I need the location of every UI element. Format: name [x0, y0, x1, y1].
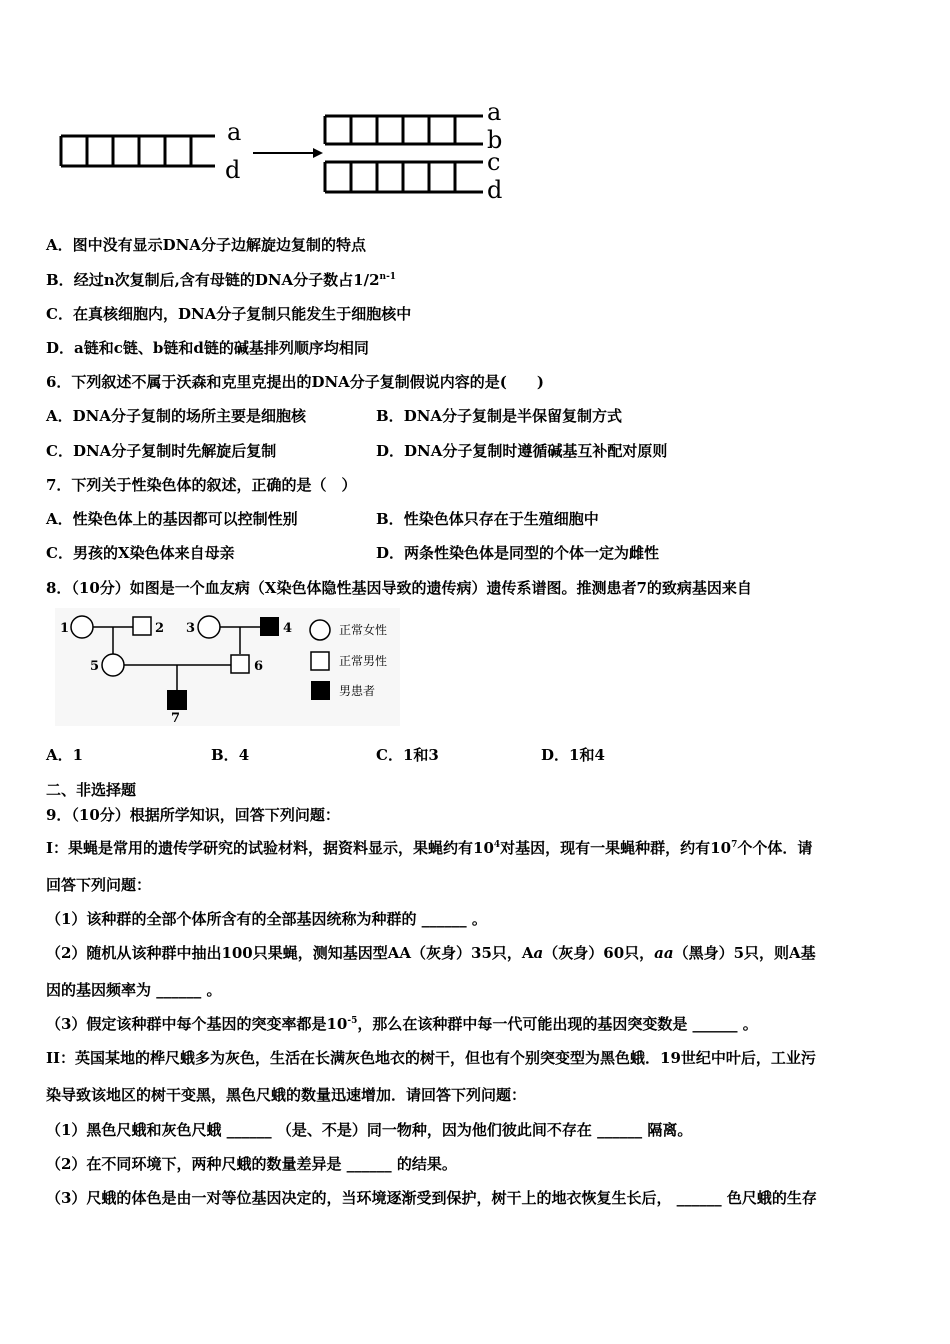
- legend-normal-female: 正常女性: [339, 623, 388, 637]
- q9-part2-s1: （1）黑色尺蛾和灰色尺蛾 ______ （是、不是）同一物种，因为他们彼此间不存在 ______ 隔离。: [46, 1121, 693, 1139]
- pedigree-chart: [55, 608, 400, 726]
- individual-3: [198, 616, 220, 638]
- number-3: 3: [186, 621, 196, 636]
- q5-option-b: B．经过n次复制后,含有母链的DNA分子数占1/2$^{n-1}$: [46, 271, 397, 289]
- individual-1: [71, 616, 93, 638]
- number-7: 7: [171, 711, 181, 726]
- section-heading: 二、非选择题: [46, 781, 137, 799]
- individual-7: [167, 690, 187, 710]
- legend-male-patient-icon: [311, 681, 330, 700]
- dna-replication-figure: [55, 98, 515, 208]
- q6-option-c: C．DNA分子复制时先解旋后复制: [46, 442, 277, 460]
- label-right-d: d: [487, 176, 503, 204]
- q9-stem: 9．（10分）根据所学知识，回答下列问题：: [46, 806, 340, 824]
- number-5: 5: [90, 659, 100, 674]
- q9-part1-s2-line2: 因的基因频率为 ______ 。: [46, 981, 222, 999]
- individual-2: [133, 617, 151, 635]
- q6-option-d: D．DNA分子复制时遵循碱基互补配对原则: [376, 442, 668, 460]
- q8-option-d: D．1和4: [541, 746, 605, 764]
- q9-part1-intro: I：果蝇是常用的遗传学研究的试验材料，据资料显示，果蝇约有$10^4$对基因，现有一果蝇种群，约有$10^7$个个体．请: [46, 839, 813, 857]
- individual-5: [102, 654, 124, 676]
- q8-option-c: C．1和3: [376, 746, 439, 764]
- individual-4: [260, 617, 279, 636]
- q8-option-a: A．1: [46, 746, 84, 764]
- label-right-b: b: [487, 126, 503, 154]
- q7-option-d: D．两条性染色体是同型的个体一定为雌性: [376, 544, 660, 562]
- individual-6: [231, 655, 249, 673]
- q9-part2-s2: （2）在不同环境下，两种尺蛾的数量差异是 ______ 的结果。: [46, 1155, 457, 1173]
- q8-stem: 8．（10分）如图是一个血友病（X染色体隐性基因导致的遗传病）遗传系谱图。推测患者7的致病基因来自: [46, 579, 752, 597]
- label-right-c: c: [487, 148, 501, 176]
- legend-normal-male: 正常男性: [339, 654, 388, 668]
- q5-option-a: A．图中没有显示DNA分子边解旋边复制的特点: [46, 236, 366, 254]
- q6-option-b: B．DNA分子复制是半保留复制方式: [376, 407, 623, 425]
- label-left-d: d: [225, 156, 241, 184]
- number-2: 2: [155, 621, 165, 636]
- q5-option-c: C．在真核细胞内，DNA分子复制只能发生于细胞核中: [46, 305, 412, 323]
- q9-part2-s3: （3）尺蛾的体色是由一对等位基因决定的，当环境逐渐受到保护，树干上的地衣恢复生长后， ______ 色尺蛾的生存: [46, 1189, 817, 1207]
- q7-option-c: C．男孩的X染色体来自母亲: [46, 544, 235, 562]
- q6-option-a: A．DNA分子复制的场所主要是细胞核: [46, 407, 306, 425]
- q7-option-b: B．性染色体只存在于生殖细胞中: [376, 510, 599, 528]
- number-1: 1: [60, 621, 70, 636]
- q7-stem: 7．下列关于性染色体的叙述，正确的是（ ）: [46, 476, 357, 494]
- legend-male-patient: 男患者: [339, 684, 376, 698]
- q6-stem: 6．下列叙述不属于沃森和克里克提出的DNA分子复制假说内容的是( ): [46, 373, 544, 391]
- q8-option-b: B．4: [211, 746, 250, 764]
- q7-option-a: A．性染色体上的基因都可以控制性别: [46, 510, 298, 528]
- number-6: 6: [254, 659, 264, 674]
- q9-part1-s1: （1）该种群的全部个体所含有的全部基因统称为种群的 ______ 。: [46, 910, 487, 928]
- label-left-a: a: [227, 118, 242, 146]
- label-right-a: a: [487, 98, 502, 126]
- q9-part2-intro-line2: 染导致该地区的树干变黑，黑色尺蛾的数量迅速增加．请回答下列问题：: [46, 1086, 527, 1104]
- number-4: 4: [283, 621, 293, 636]
- q9-part1-s2: （2）随机从该种群中抽出100只果蝇，测知基因型AA（灰身）35只，Aa（灰身）60只，aa（黑身）5只，则A基: [46, 944, 816, 962]
- q9-part1-s3: （3）假定该种群中每个基因的突变率都是$10^{-5}$，那么在该种群中每一代可能出现的基因突变数是 ______ 。: [46, 1015, 758, 1033]
- q5-option-d: D．a链和c链、b链和d链的碱基排列顺序均相同: [46, 339, 369, 357]
- q9-part1-intro-line2: 回答下列问题：: [46, 876, 152, 894]
- q9-part2-intro: II：英国某地的桦尺蛾多为灰色，生活在长满灰色地衣的树干，但也有个别突变型为黑色蛾．19世纪中叶后，工业污: [46, 1049, 816, 1067]
